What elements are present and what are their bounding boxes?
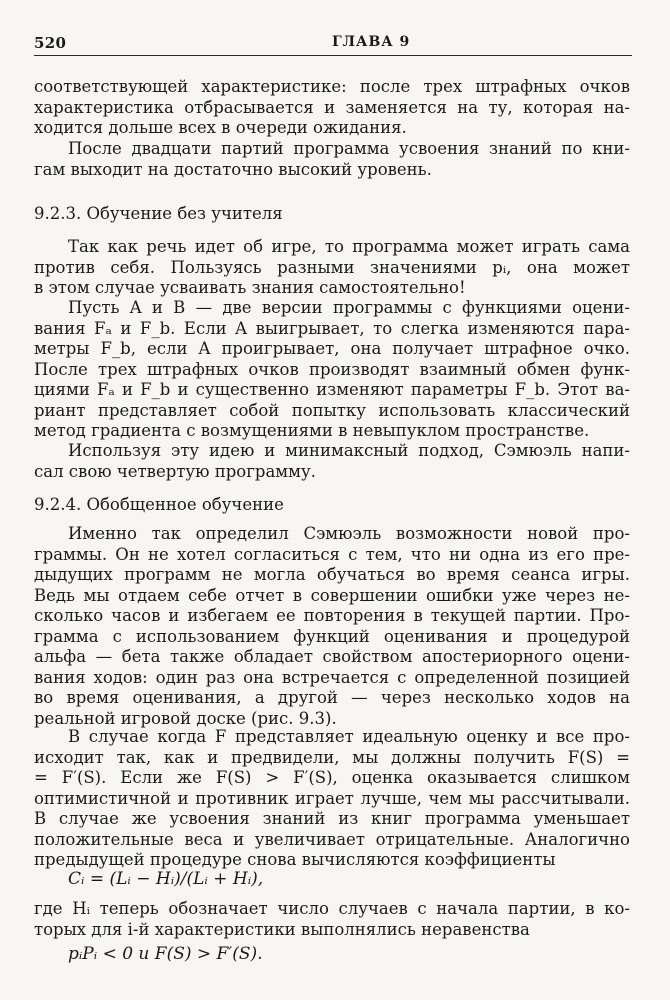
text-line: торых для i-й характеристики выполнялись неравенства [34,919,530,939]
text-line: грамма с использованием функций оценивания и процедурой [34,626,630,646]
text-line: альфа — бета также обладает свойством апостериорного оцени- [34,647,630,666]
paragraph [34,298,630,442]
text-line: дыдущих программ не могла обучаться во время сеанса игры. [34,565,630,584]
page-number: 520 [34,34,67,52]
paragraph [34,237,630,299]
text-line: После двадцати партий программа усвоения знаний по кни- [68,139,630,158]
text-line: метры F_b, если A проигрывает, она получает штрафное очко. [34,339,630,358]
section-heading: 9.2.3. Обучение без учителя [34,204,283,223]
text-line: исходит так, как и предвидели, мы должны получить F(S) = [34,747,630,767]
text-line: вания Fₐ и F_b. Если A выигрывает, то слегка изменяются пара- [34,318,630,338]
text-line: сал свою четвертую программу. [34,461,316,481]
paragraph [34,727,630,871]
text-line: Используя эту идею и минимаксный подход, Сэмюэль напи- [68,441,630,460]
text-line: вания ходов: один раз она встречается с определенной позицией [34,667,630,687]
text-line: = F′(S). Если же F(S) > F′(S), оценка оказывается слишком [34,768,630,787]
text-line: Ведь мы отдаем себе отчет в совершении ошибки уже через не- [34,585,630,605]
text-line: во время оценивания, а другой — через несколько ходов на [34,688,630,707]
section-heading: 9.2.4. Обобщенное обучение [34,495,284,514]
text-line: Пусть A и B — две версии программы с функциями оцени- [68,298,630,317]
text-line: После трех штрафных очков производят взаимный обмен функ- [34,359,630,379]
paragraph-continuation [34,77,630,139]
text-line: предыдущей процедуре снова вычисляются коэффициенты [34,850,556,869]
text-line: против себя. Пользуясь разными значениями pᵢ, она может [34,257,630,277]
text-line: оптимистичной и противник играет лучше, чем мы рассчитывали. [34,788,630,808]
text-line: реальной игровой доске (рис. 9.3). [34,708,337,728]
text-line: в этом случае усваивать знания самостоятельно! [34,278,466,297]
chapter-title: ГЛАВА 9 [332,34,411,50]
text-line: Так как речь идет об игре, то программа может играть сама [68,237,630,256]
text-line: где Hᵢ теперь обозначает число случаев с начала партии, в ко- [34,899,630,918]
paragraph [34,139,630,180]
text-line: риант представляет собой попытку использовать классический [34,400,630,420]
text-line: характеристика отбрасывается и заменяется на ту, которая на- [34,97,630,117]
text-line: положительные веса и увеличивает отрицательные. Аналогично [34,829,630,849]
text-line: метод градиента с возмущениями в невыпуклом пространстве. [34,421,590,440]
text-line: сколько часов и избегаем ее повторения в текущей партии. Про- [34,606,630,625]
text-line: гам выходит на достаточно высокий уровень. [34,159,432,179]
text-line: Именно так определил Сэмюэль возможности новой про- [68,524,630,543]
paragraph [34,524,630,729]
header-rule [34,55,632,56]
text-line: В случае же усвоения знаний из книг программа уменьшает [34,809,630,828]
text-line: В случае когда F представляет идеальную оценку и все про- [68,727,630,746]
formula-coefficient: Cᵢ = (Lᵢ − Hᵢ)/(Lᵢ + Hᵢ), [68,869,264,889]
formula-inequality: pᵢPᵢ < 0 и F(S) > F′(S). [68,944,263,964]
text-line: циями Fₐ и F_b и существенно изменяют параметры F_b. Этот ва- [34,380,630,399]
paragraph [34,899,630,940]
text-line: граммы. Он не хотел согласиться с тем, что ни одна из его пре- [34,544,630,564]
page-header [34,34,632,56]
paragraph [34,441,630,482]
text-line: ходится дольше всех в очереди ожидания. [34,118,407,137]
text-line: соответствующей характеристике: после трех штрафных очков [34,77,630,96]
